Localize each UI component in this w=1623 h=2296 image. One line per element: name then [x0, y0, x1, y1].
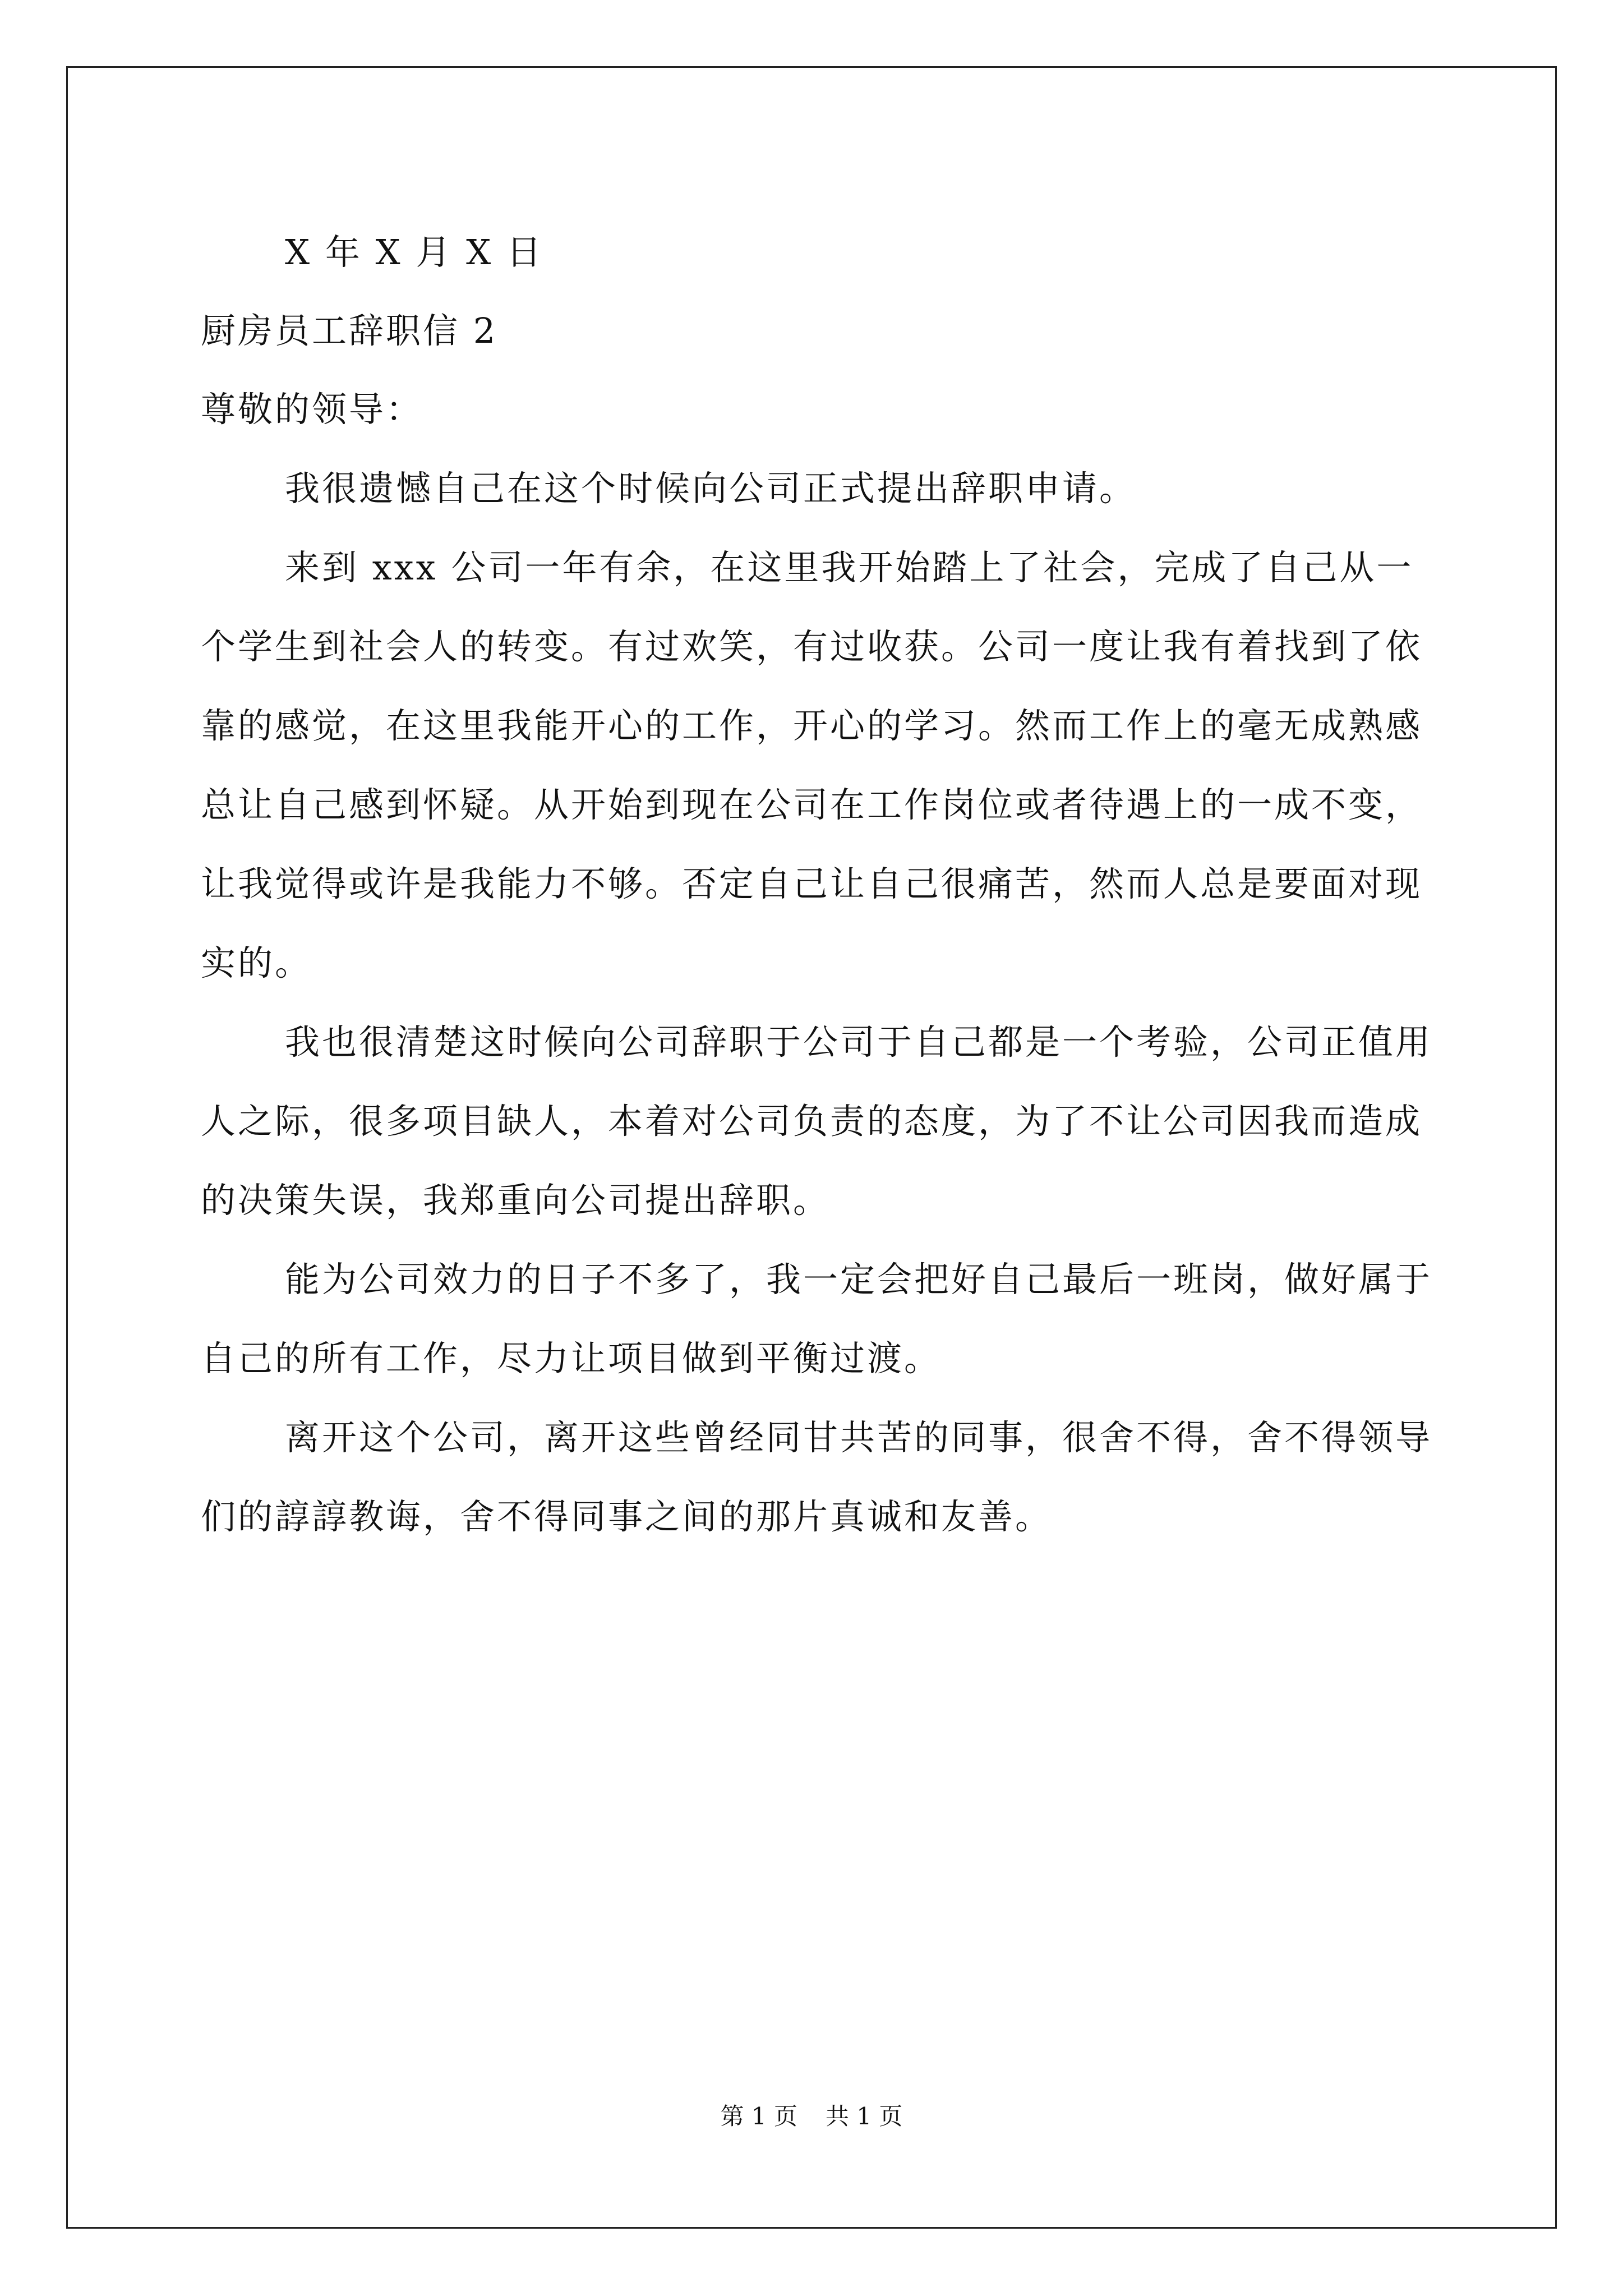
page-number: 第 1 页 [720, 2102, 797, 2130]
paragraph-5: 离开这个公司，离开这些曾经同甘共苦的同事，很舍不得，舍不得领导们的諄諄教诲，舍不得同事之间的那片真诚和友善。 [201, 1417, 1433, 1537]
date-line: X 年 X 月 X 日 [285, 232, 543, 273]
page-total: 共 1 页 [826, 2102, 903, 2130]
page-footer [0, 2101, 1623, 2132]
paragraph-3: 我也很清楚这时候向公司辞职于公司于自己都是一个考验，公司正值用人之际，很多项目缺人，本着对公司负责的态度，为了不让公司因我而造成的决策失误，我郑重向公司提出辞职。 [201, 1022, 1433, 1221]
paragraph-4: 能为公司效力的日子不多了，我一定会把好自己最后一班岗，做好属于自己的所有工作，尽力让项目做到平衡过渡。 [201, 1259, 1433, 1379]
paragraph-1: 我很遗憾自己在这个时候向公司正式提出辞职申请。 [285, 468, 1137, 509]
paragraph-2: 来到 xxx 公司一年有余，在这里我开始踏上了社会，完成了自己从一个学生到社会人的转变。有过欢笑，有过收获。公司一度让我有着找到了依靠的感觉，在这里我能开心的工作，开心的学习。然而工作上的毫无成熟感总让自己感到怀疑。从开始到现在公司在工作岗位或者待遇上的一成不变，让我觉得或许是我能力不够。否定自己让自己很痛苦，然而人总是要面对现实的。 [201, 547, 1423, 983]
letter-body [201, 213, 1435, 1556]
letter-title: 厨房员工辞职信 2 [201, 310, 498, 351]
salutation: 尊敬的领导： [201, 389, 423, 430]
